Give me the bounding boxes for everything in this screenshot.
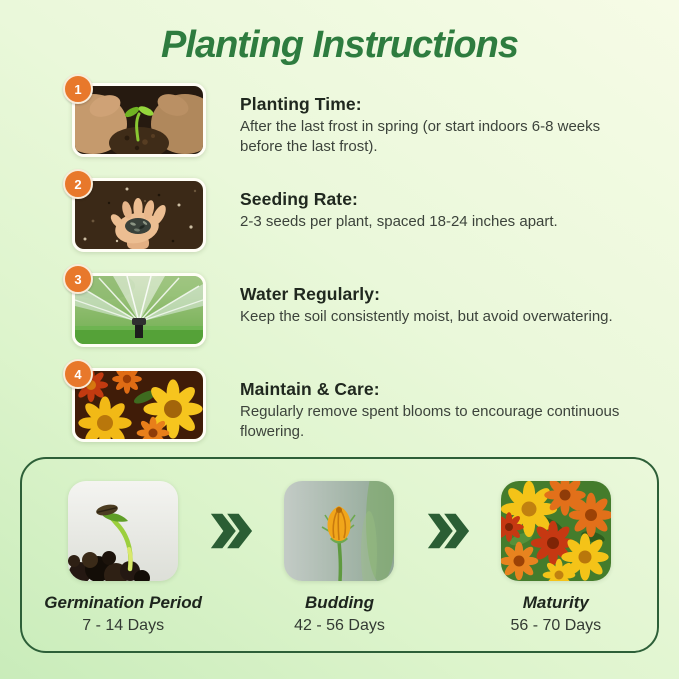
stage-budding (254, 481, 424, 635)
step-body: 2-3 seeds per plant, spaced 18-24 inches apart. (240, 213, 558, 231)
step-row-maintain-care (72, 368, 679, 442)
step-heading: Water Regularly: (240, 284, 381, 305)
flower-bud-image (284, 481, 394, 581)
step-heading: Maintain & Care: (240, 379, 380, 400)
step-number-badge: 4 (63, 359, 93, 389)
sprinkler-image (72, 273, 206, 347)
page-title: Planting Instructions (161, 24, 518, 66)
maturity-photo (501, 481, 611, 581)
step-photo-flowers (72, 368, 206, 442)
step-heading: Seeding Rate: (240, 189, 358, 210)
step-body: Keep the soil consistently moist, but avoid overwatering. (240, 308, 613, 326)
hand-seeds-image (72, 178, 206, 252)
seedling-image (68, 481, 178, 581)
budding-photo (284, 481, 394, 581)
stage-maturity (471, 481, 641, 635)
double-chevron-right-icon (425, 511, 471, 556)
step-row-seeding-rate (72, 178, 679, 252)
step-row-water-regularly (72, 273, 679, 347)
stage-germination (38, 481, 208, 635)
step-number-badge: 1 (63, 74, 93, 104)
stage-label: Germination Period (44, 593, 203, 613)
step-text-block (240, 178, 558, 232)
step-number-badge: 3 (63, 264, 93, 294)
germination-photo (68, 481, 178, 581)
step-body: After the last frost in spring (or start indoors 6-8 weeks before the last frost). (240, 118, 601, 156)
step-photo-hands-soil-sprout (72, 83, 206, 157)
flowers-image (72, 368, 206, 442)
double-chevron-right-icon (208, 511, 254, 556)
step-text-block (240, 83, 638, 157)
step-heading: Planting Time: (240, 94, 362, 114)
stage-label: Maturity (522, 593, 589, 613)
step-photo-hand-seeds (72, 178, 206, 252)
step-number-badge: 2 (63, 169, 93, 199)
step-row-planting-time (72, 83, 679, 157)
step-text-block (240, 368, 638, 442)
step-text-block (240, 273, 613, 327)
growth-timeline-box (20, 457, 659, 653)
step-body: Regularly remove spent blooms to encourage continuous flowering. (240, 403, 620, 441)
stage-duration: 7 - 14 Days (82, 617, 165, 635)
blooming-flowers-image (501, 481, 611, 581)
stage-duration: 42 - 56 Days (294, 617, 385, 635)
stage-label: Budding (305, 593, 374, 613)
step-photo-sprinkler (72, 273, 206, 347)
stage-duration: 56 - 70 Days (510, 617, 602, 635)
steps-list (0, 83, 679, 442)
